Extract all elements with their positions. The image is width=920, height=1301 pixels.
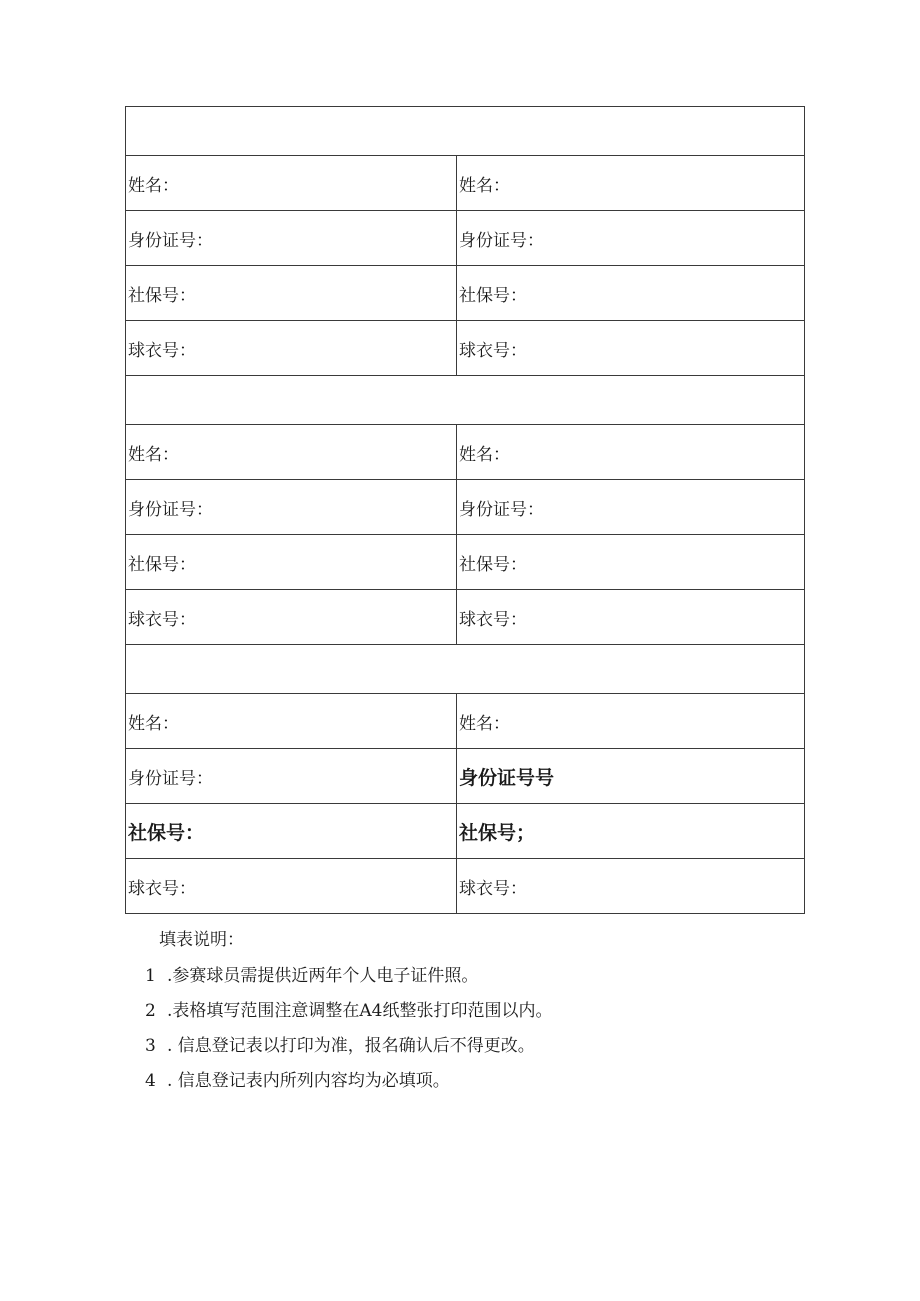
social-security-field-left[interactable]: 社保号：	[126, 266, 457, 321]
social-security-field-left[interactable]: 社保号：	[126, 535, 457, 590]
social-security-row	[126, 266, 805, 321]
instruction-text: .表格填写范围注意调整在A4纸整张打印范围以内。	[167, 1001, 553, 1021]
id-number-field-right[interactable]: 身份证号：	[457, 480, 805, 535]
player-registration-table	[125, 106, 805, 914]
id-number-field-right[interactable]: 身份证号：	[457, 211, 805, 266]
jersey-number-field-left[interactable]: 球衣号：	[126, 590, 457, 645]
id-number-field-left[interactable]: 身份证号：	[126, 480, 457, 535]
jersey-number-field-right[interactable]: 球衣号：	[457, 590, 805, 645]
jersey-number-row	[126, 859, 805, 914]
instruction-item	[145, 999, 553, 1023]
name-field-right[interactable]: 姓名：	[457, 156, 805, 211]
instruction-text: .参赛球员需提供近两年个人电子证件照。	[167, 966, 479, 986]
name-field-right[interactable]: 姓名：	[457, 425, 805, 480]
instructions-title: 填表说明：	[159, 930, 244, 950]
name-field-right[interactable]: 姓名：	[457, 694, 805, 749]
instruction-item	[145, 1069, 553, 1093]
name-row	[126, 156, 805, 211]
instructions-section	[145, 928, 553, 1104]
id-number-row	[126, 211, 805, 266]
group-header-row	[126, 107, 805, 156]
group-header-row	[126, 645, 805, 694]
instruction-number: 1	[145, 966, 156, 986]
name-field-left[interactable]: 姓名：	[126, 156, 457, 211]
name-row	[126, 425, 805, 480]
jersey-number-row	[126, 590, 805, 645]
instruction-text: . 信息登记表以打印为准，报名确认后不得更改。	[167, 1036, 535, 1056]
social-security-field-right[interactable]: 社保号；	[457, 804, 805, 859]
name-field-left[interactable]: 姓名：	[126, 694, 457, 749]
group-header-row	[126, 376, 805, 425]
group-header-cell	[126, 376, 805, 425]
social-security-field-right[interactable]: 社保号：	[457, 535, 805, 590]
group-header-cell	[126, 645, 805, 694]
id-number-row	[126, 749, 805, 804]
instruction-text: . 信息登记表内所列内容均为必填项。	[167, 1071, 450, 1091]
group-header-cell	[126, 107, 805, 156]
jersey-number-field-right[interactable]: 球衣号：	[457, 859, 805, 914]
jersey-number-field-left[interactable]: 球衣号：	[126, 859, 457, 914]
instruction-number: 4	[145, 1071, 156, 1091]
social-security-row	[126, 535, 805, 590]
social-security-row	[126, 804, 805, 859]
id-number-field-left[interactable]: 身份证号：	[126, 211, 457, 266]
instruction-number: 3	[145, 1036, 156, 1056]
instruction-item	[145, 1034, 553, 1058]
id-number-field-left[interactable]: 身份证号：	[126, 749, 457, 804]
name-field-left[interactable]: 姓名：	[126, 425, 457, 480]
id-number-field-right[interactable]: 身份证号号	[457, 749, 805, 804]
jersey-number-row	[126, 321, 805, 376]
instruction-number: 2	[145, 1001, 156, 1021]
social-security-field-right[interactable]: 社保号：	[457, 266, 805, 321]
jersey-number-field-left[interactable]: 球衣号：	[126, 321, 457, 376]
id-number-row	[126, 480, 805, 535]
social-security-field-left[interactable]: 社保号：	[126, 804, 457, 859]
instruction-item	[145, 964, 553, 988]
name-row	[126, 694, 805, 749]
jersey-number-field-right[interactable]: 球衣号：	[457, 321, 805, 376]
